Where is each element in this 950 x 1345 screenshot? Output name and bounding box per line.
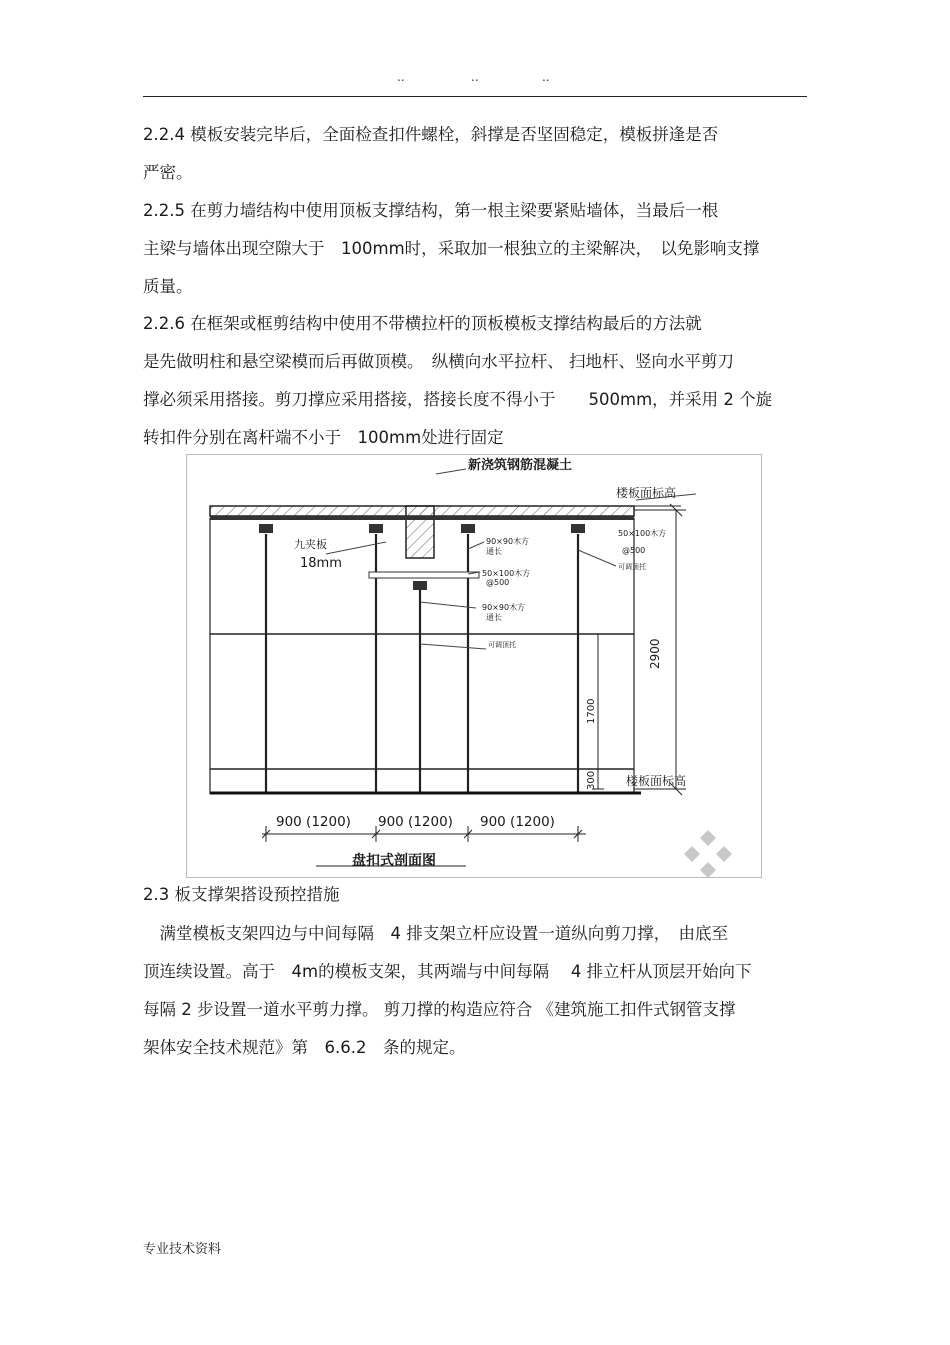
section-2-3-body	[143, 915, 807, 1067]
dimension-bottom-height: 300	[586, 770, 597, 790]
label-timber-50x100-right-spacing: @500	[622, 546, 646, 555]
label-timber-50x100-right: 50×100木方	[618, 529, 667, 538]
label-adjustable-jack-center: 可调顶托	[488, 641, 516, 649]
label-timber-90x90-lower: 90×90木方	[482, 603, 526, 612]
label-adjustable-jack-right: 可调顶托	[618, 563, 646, 571]
text-line: 转扣件分别在离杆端不小于 100mm处进行固定	[143, 428, 504, 447]
text-line: 2.2.6 在框架或框剪结构中使用不带横拉杆的顶板模板支撑结构最后的方法就	[143, 314, 702, 333]
dimension-step-height: 1700	[586, 698, 597, 724]
header-dot: ..	[397, 70, 405, 84]
text-line: 撑必须采用搭接。剪刀撑应采用搭接，搭接长度不得小于 500mm，并采用 2 个旋	[143, 390, 773, 409]
dimension-span-1: 900 (1200)	[276, 814, 351, 830]
text-line: 架体安全技术规范》第 6.6.2 条的规定。	[143, 1038, 466, 1057]
label-plywood-thickness: 18mm	[300, 556, 342, 571]
label-new-concrete: 新浇筑钢筋混凝土	[468, 458, 573, 473]
label-plywood: 九夹板	[294, 538, 327, 551]
dimension-total-height: 2900	[648, 638, 662, 669]
text-line: 主梁与墙体出现空隙大于 100mm时，采取加一根独立的主梁解决， 以免影响支撑	[143, 239, 760, 258]
label-slab-top-elevation: 楼板面标高	[616, 486, 677, 500]
label-timber-90x90-lower-note: 通长	[486, 613, 502, 622]
section-heading: 2.3 板支撑架搭设预控措施	[143, 885, 340, 904]
section-2-3-heading	[143, 876, 807, 914]
section-2-2-4	[143, 116, 807, 192]
figure-caption: 盘扣式剖面图	[352, 853, 436, 869]
label-timber-90x90-upper: 90×90木方	[486, 537, 530, 546]
text-line: 2.2.5 在剪力墙结构中使用顶板支撑结构，第一根主梁要紧贴墙体，当最后一根	[143, 201, 719, 220]
text-line: 2.2.4 模板安装完毕后，全面检查扣件螺栓，斜撑是否坚固稳定，模板拼逢是否	[143, 125, 719, 144]
header-dot: ..	[542, 70, 550, 84]
page-footer: 专业技术资料	[143, 1242, 222, 1257]
dimension-span-2: 900 (1200)	[378, 814, 453, 830]
scaffold-section-figure	[186, 454, 762, 878]
text-line: 质量。	[143, 277, 193, 296]
label-slab-bottom-elevation: 楼板面标高	[626, 774, 687, 788]
figure-drawing	[186, 454, 762, 878]
dimension-span-3: 900 (1200)	[480, 814, 555, 830]
text-line: 每隔 2 步设置一道水平剪力撑。 剪刀撑的构造应符合 《建筑施工扣件式钢管支撑	[143, 1000, 736, 1019]
section-2-2-6	[143, 305, 807, 457]
text-line: 严密。	[143, 163, 193, 182]
label-timber-50x100-mid: 50×100木方	[482, 569, 531, 578]
header-rule	[143, 96, 807, 97]
text-line: 满堂模板支架四边与中间每隔 4 排支架立杆应设置一道纵向剪刀撑， 由底至	[143, 924, 728, 943]
label-timber-50x100-mid-spacing: @500	[486, 578, 510, 587]
label-timber-90x90-upper-note: 通长	[486, 547, 502, 556]
page-header-dots	[0, 70, 950, 90]
section-2-2-5	[143, 192, 807, 306]
text-line: 是先做明柱和悬空梁模而后再做顶模。 纵横向水平拉杆、 扫地杆、竖向水平剪刀	[143, 352, 734, 371]
text-line: 顶连续设置。高于 4m的模板支架，其两端与中间每隔 4 排立杆从顶层开始向下	[143, 962, 752, 981]
header-dot: ..	[471, 70, 479, 84]
